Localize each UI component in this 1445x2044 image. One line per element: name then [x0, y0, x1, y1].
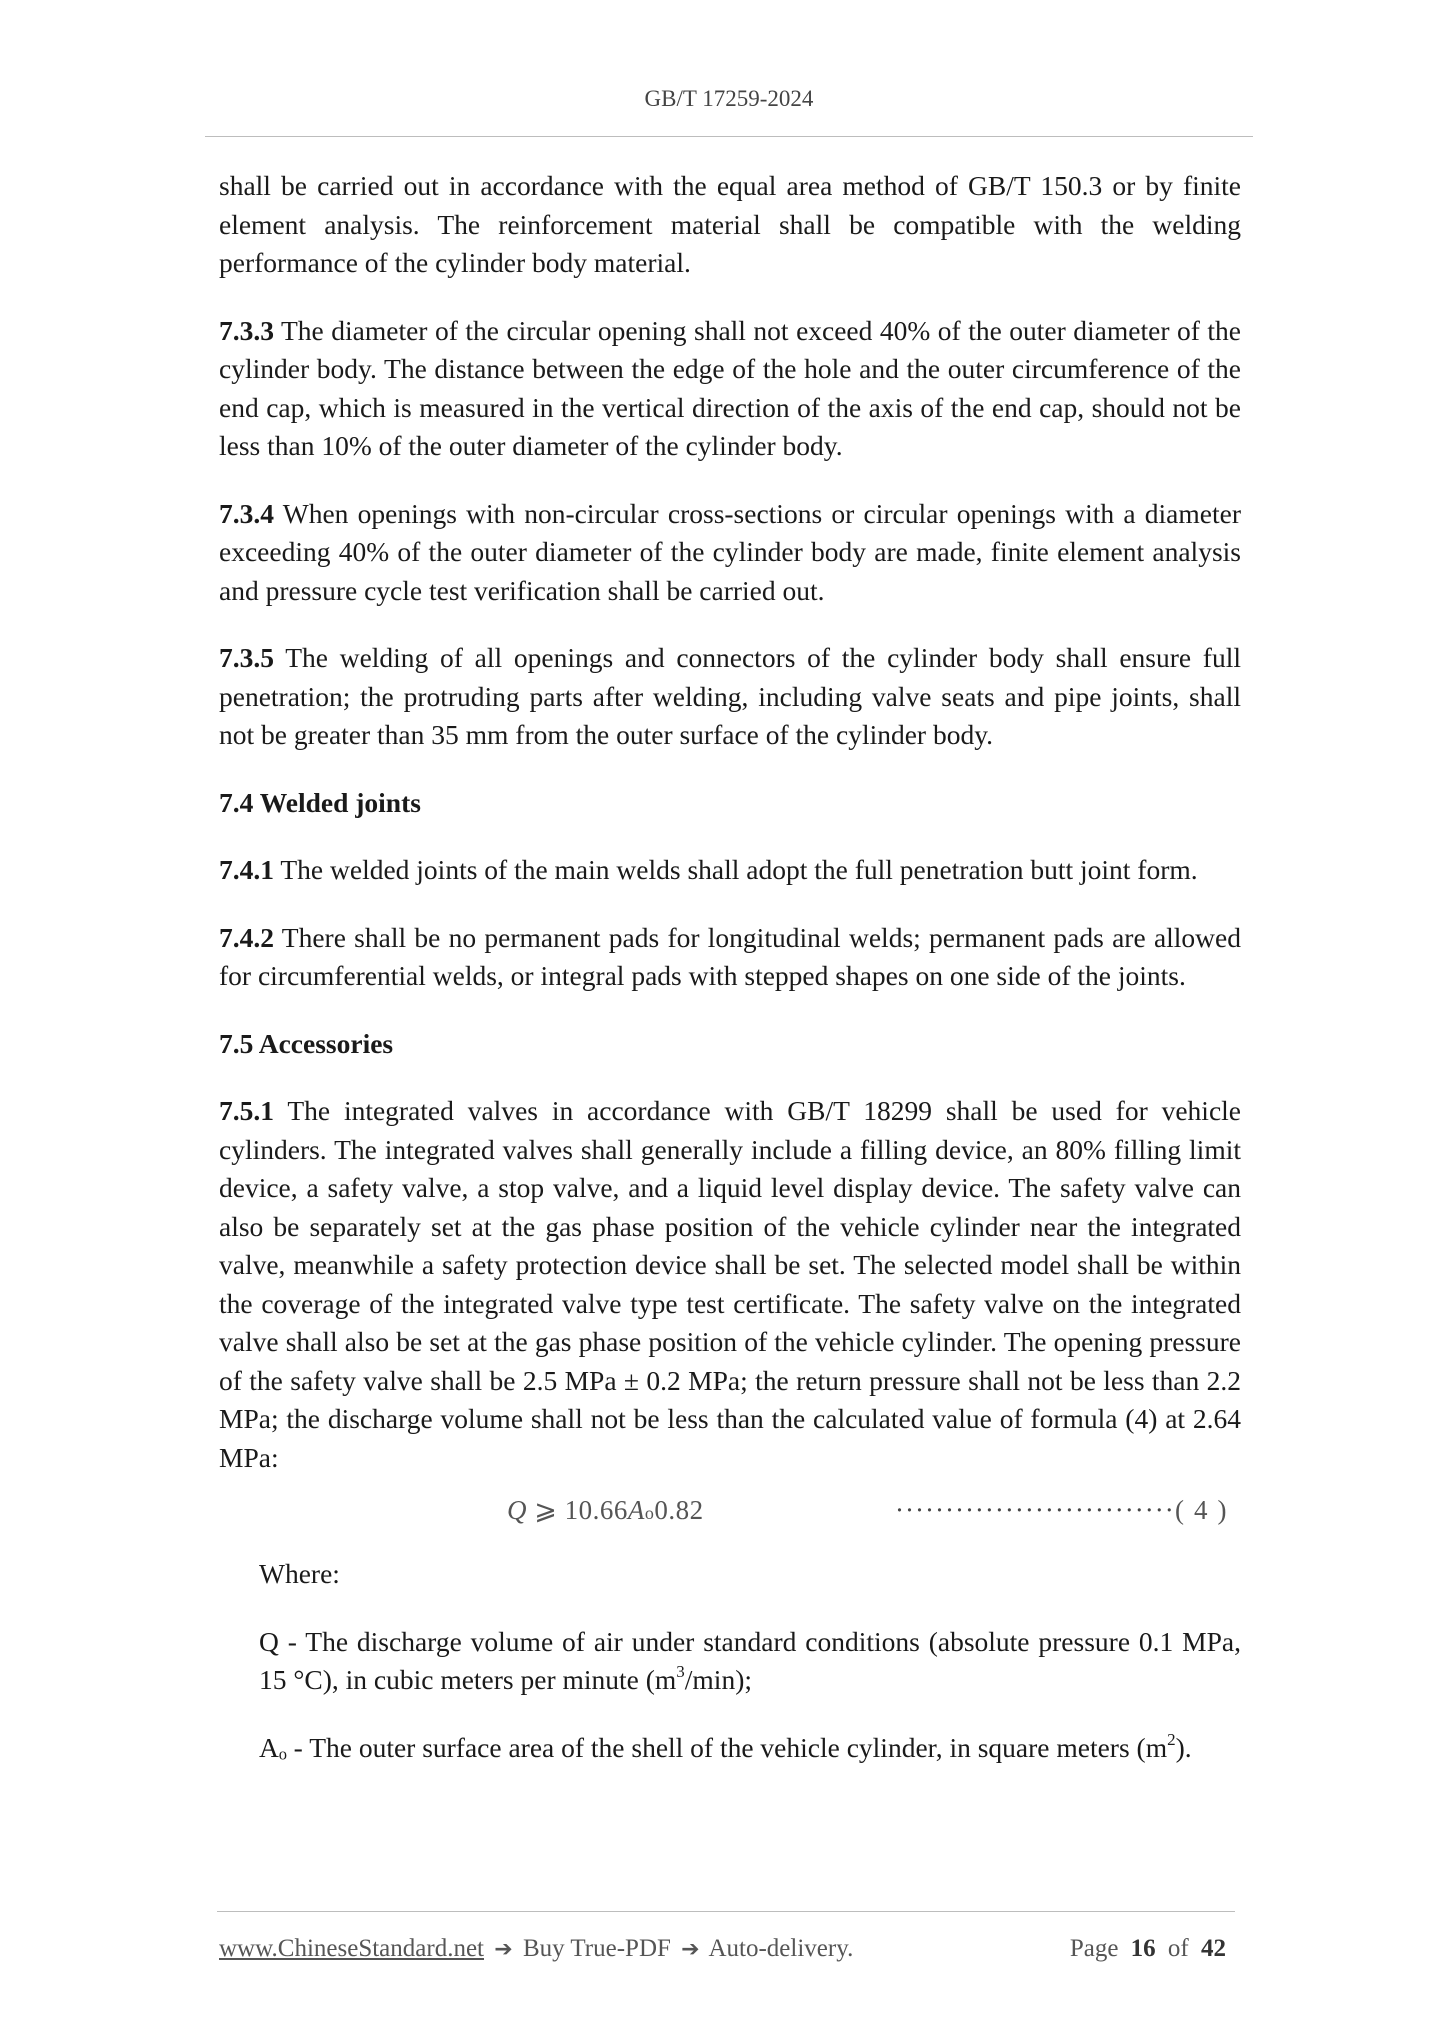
formula-leader-dots: ···························· — [895, 1495, 1175, 1525]
superscript: 2 — [1167, 1729, 1176, 1749]
page-footer — [219, 1935, 1232, 1963]
clause-number: 7.4.1 — [219, 854, 274, 885]
definition-q-text-end: /min); — [684, 1664, 753, 1695]
definition-a-text: Aₒ - The outer surface area of the shell of the vehicle cylinder, in square meters (m — [259, 1731, 1168, 1763]
page-counter — [1070, 1935, 1232, 1963]
definition-a — [219, 1729, 1241, 1768]
clause-text: The welded joints of the main welds shall adopt the full penetration butt joint form. — [274, 854, 1198, 885]
paragraph-intro: shall be carried out in accordance with the equal area method of GB/T 150.3 or by finite element analysis. The reinforcement material shall be compatible with the welding performance of the cylinder body material. — [219, 170, 1241, 278]
formula-variable: A — [627, 1495, 645, 1525]
formula-number: (4) — [1175, 1495, 1237, 1525]
section-heading-7-5: 7.5 Accessories — [219, 1027, 394, 1059]
section-heading-7-4: 7.4 Welded joints — [219, 786, 421, 818]
clause-number: 7.5.1 — [219, 1095, 274, 1126]
clause-number: 7.3.3 — [219, 314, 274, 346]
clause-number: 7.4.2 — [219, 921, 274, 953]
clause-7-3-5 — [219, 639, 1241, 755]
site-link[interactable]: www.ChineseStandard.net — [219, 1935, 484, 1962]
clause-text: The welding of all openings and connectors of the cylinder body shall ensure full penetration; the protruding parts after welding, including valve seats and pipe joints, shall not be greater than 35 mm from the outer surface of the cylinder body. — [219, 642, 1241, 750]
clause-7-3-4 — [219, 495, 1241, 611]
definition-q — [219, 1623, 1241, 1700]
page-label: Page — [1069, 1935, 1119, 1962]
clause-7-5-1 — [219, 1092, 1241, 1477]
formula-exponent: 0.82 — [654, 1495, 704, 1525]
page-body — [219, 167, 1241, 1796]
formula-relation: ⩾ — [527, 1495, 565, 1525]
clause-7-4-1 — [219, 851, 1241, 890]
clause-7-3-3 — [219, 312, 1241, 466]
footer-divider — [217, 1911, 1235, 1912]
header-divider — [205, 136, 1253, 137]
where-label: Where: — [259, 1558, 340, 1589]
formula-4 — [219, 1491, 1241, 1535]
clause-text: The integrated valves in accordance with GB/T 18299 shall be used for vehicle cylinders. The integrated valves shall generally include a filling device, an 80% filling limit device, a safety valve, a stop valve, and a liquid level display device. The safety valve can also be separately set at the gas phase position of the vehicle cylinder near the integrated valve, meanwhile a safety protection device shall be set. The selected model shall be within the coverage of the integrated valve type test certificate. The safety valve on the integrated valve shall also be set at the gas phase position of the vehicle cylinder. The opening pressure of the safety valve shall be 2.5 MPa ± 0.2 MPa; the return pressure shall not be less than 2.2 MPa; the discharge volume shall not be less than the calculated value of formula (4) at 2.64 MPa: — [219, 1095, 1241, 1473]
superscript: 3 — [676, 1662, 685, 1681]
formula-subscript: o — [644, 1503, 655, 1523]
auto-delivery-text: Auto-delivery. — [708, 1935, 854, 1962]
document-header: GB/T 17259-2024 — [644, 86, 814, 111]
formula-expression — [507, 1491, 704, 1533]
definition-q-text: Q - The discharge volume of air under standard conditions (absolute pressure 0.1 MPa, 15 °C), in cubic meters per minute (m — [259, 1625, 1241, 1695]
of-label: of — [1167, 1935, 1189, 1962]
formula-lhs: Q — [507, 1495, 527, 1525]
clause-text: The diameter of the circular opening shall not exceed 40% of the outer diameter of the cylinder body. The distance between the edge of the hole and the outer circumference of the end cap, which is measured in the vertical direction of the axis of the end cap, should not be less than 10% of the outer diameter of the cylinder body. — [219, 314, 1241, 461]
buy-pdf-link[interactable]: Buy True-PDF — [522, 1935, 671, 1962]
formula-coefficient: 10.66 — [564, 1495, 628, 1525]
arrow-right-icon: ➔ — [681, 1937, 700, 1962]
page-number: 16 — [1130, 1935, 1156, 1962]
clause-number: 7.3.4 — [219, 497, 274, 529]
definition-a-text-end: ). — [1175, 1731, 1192, 1763]
clause-text: When openings with non-circular cross-sections or circular openings with a diameter exceeding 40% of the outer diameter of the cylinder body are made, finite element analysis and pressure cycle test verification shall be carried out. — [219, 497, 1241, 606]
clause-number: 7.3.5 — [219, 642, 274, 673]
clause-text: There shall be no permanent pads for longitudinal welds; permanent pads are allowed for circumferential welds, or integral pads with stepped shapes on one side of the joints. — [219, 921, 1241, 991]
clause-7-4-2 — [219, 919, 1241, 996]
arrow-right-icon: ➔ — [494, 1937, 513, 1962]
page-total: 42 — [1201, 1935, 1226, 1962]
